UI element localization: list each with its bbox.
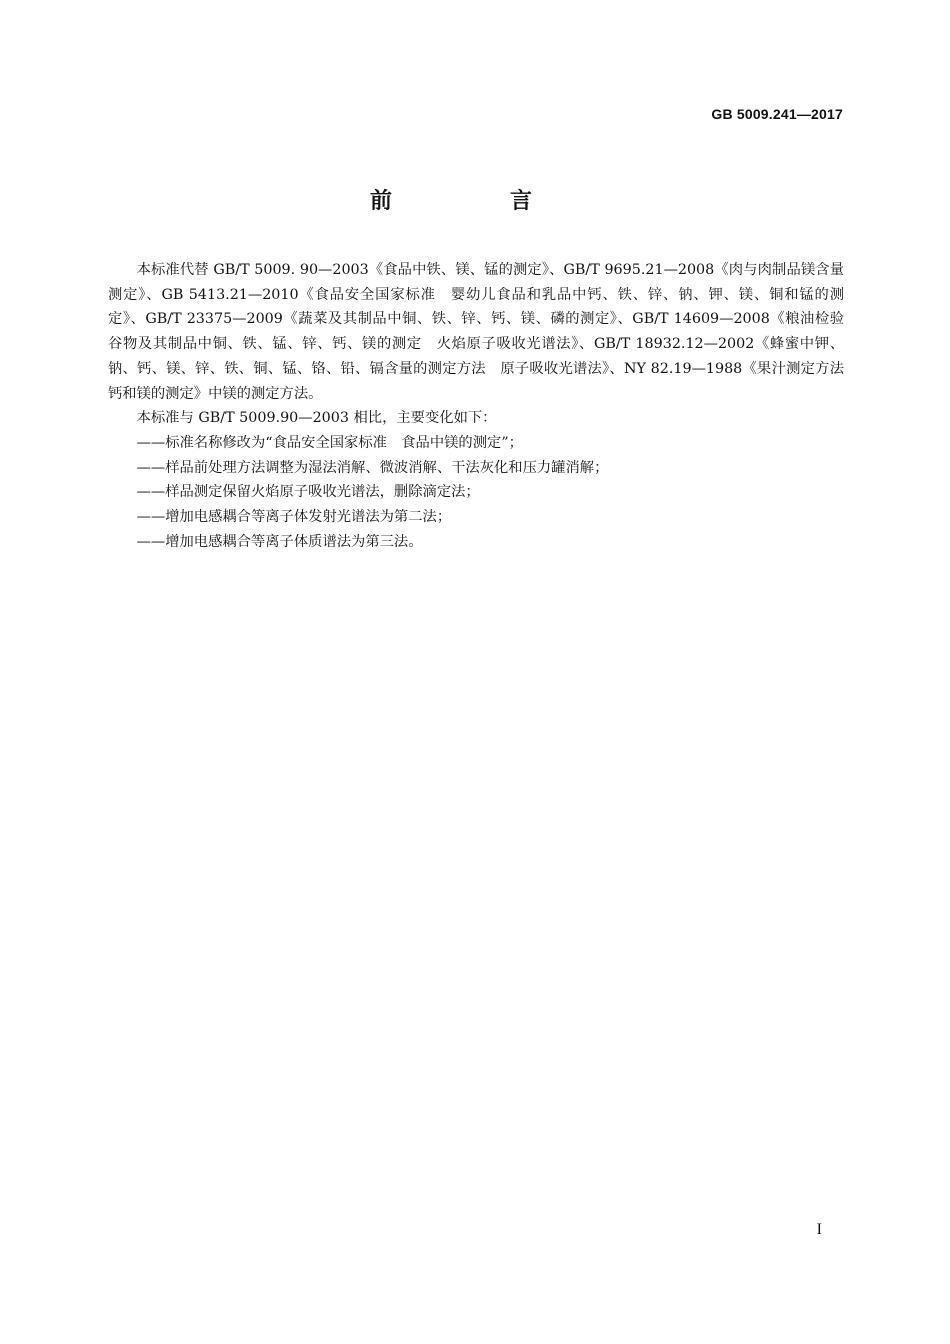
change-item: ——样品测定保留火焰原子吸收光谱法，删除滴定法； — [136, 484, 480, 501]
page-title: 前 言 — [369, 189, 580, 214]
foreword-body — [108, 258, 859, 554]
change-item: ——标准名称修改为“食品安全国家标准 食品中镁的测定”； — [136, 434, 523, 451]
replacement-paragraph: 本标准代替 GB/T 5009. 90—2003《食品中铁、镁、锰的测定》、GB/T 9695.21—2008《肉与肉制品镁含量测定》、GB 5413.21—2010《食品安全国家标准 婴幼儿食品和乳品中钙、铁、锌、钠、钾、镁、铜和锰的测定》、GB/T 23375—2009《蔬菜及其制品中铜、铁、锌、钙、镁、磷的测定》、GB/T 14609—2008《粮油检验 谷物及其制品中铜、铁、锰、锌、钙、镁的测定 火焰原子吸收光谱法》、GB/T 18932.12—2002《蜂蜜中钾、钠、钙、镁、锌、铁、铜、锰、铬、铅、镉含量的测定方法 原子吸收光谱法》、NY 82.19—1988《果汁测定方法 钙和镁的测定》中镁的测定方法。 — [108, 262, 859, 402]
changes-intro-paragraph: 本标准与 GB/T 5009.90—2003 相比，主要变化如下： — [136, 410, 497, 427]
page-number: I — [816, 1221, 822, 1238]
change-item: ——样品前处理方法调整为湿法消解、微波消解、干法灰化和压力罐消解； — [136, 459, 609, 476]
change-item: ——增加电感耦合等离子体发射光谱法为第二法； — [136, 509, 452, 526]
standard-code: GB 5009.241—2017 — [711, 106, 843, 122]
change-item: ——增加电感耦合等离子体质谱法为第三法。 — [136, 533, 423, 550]
